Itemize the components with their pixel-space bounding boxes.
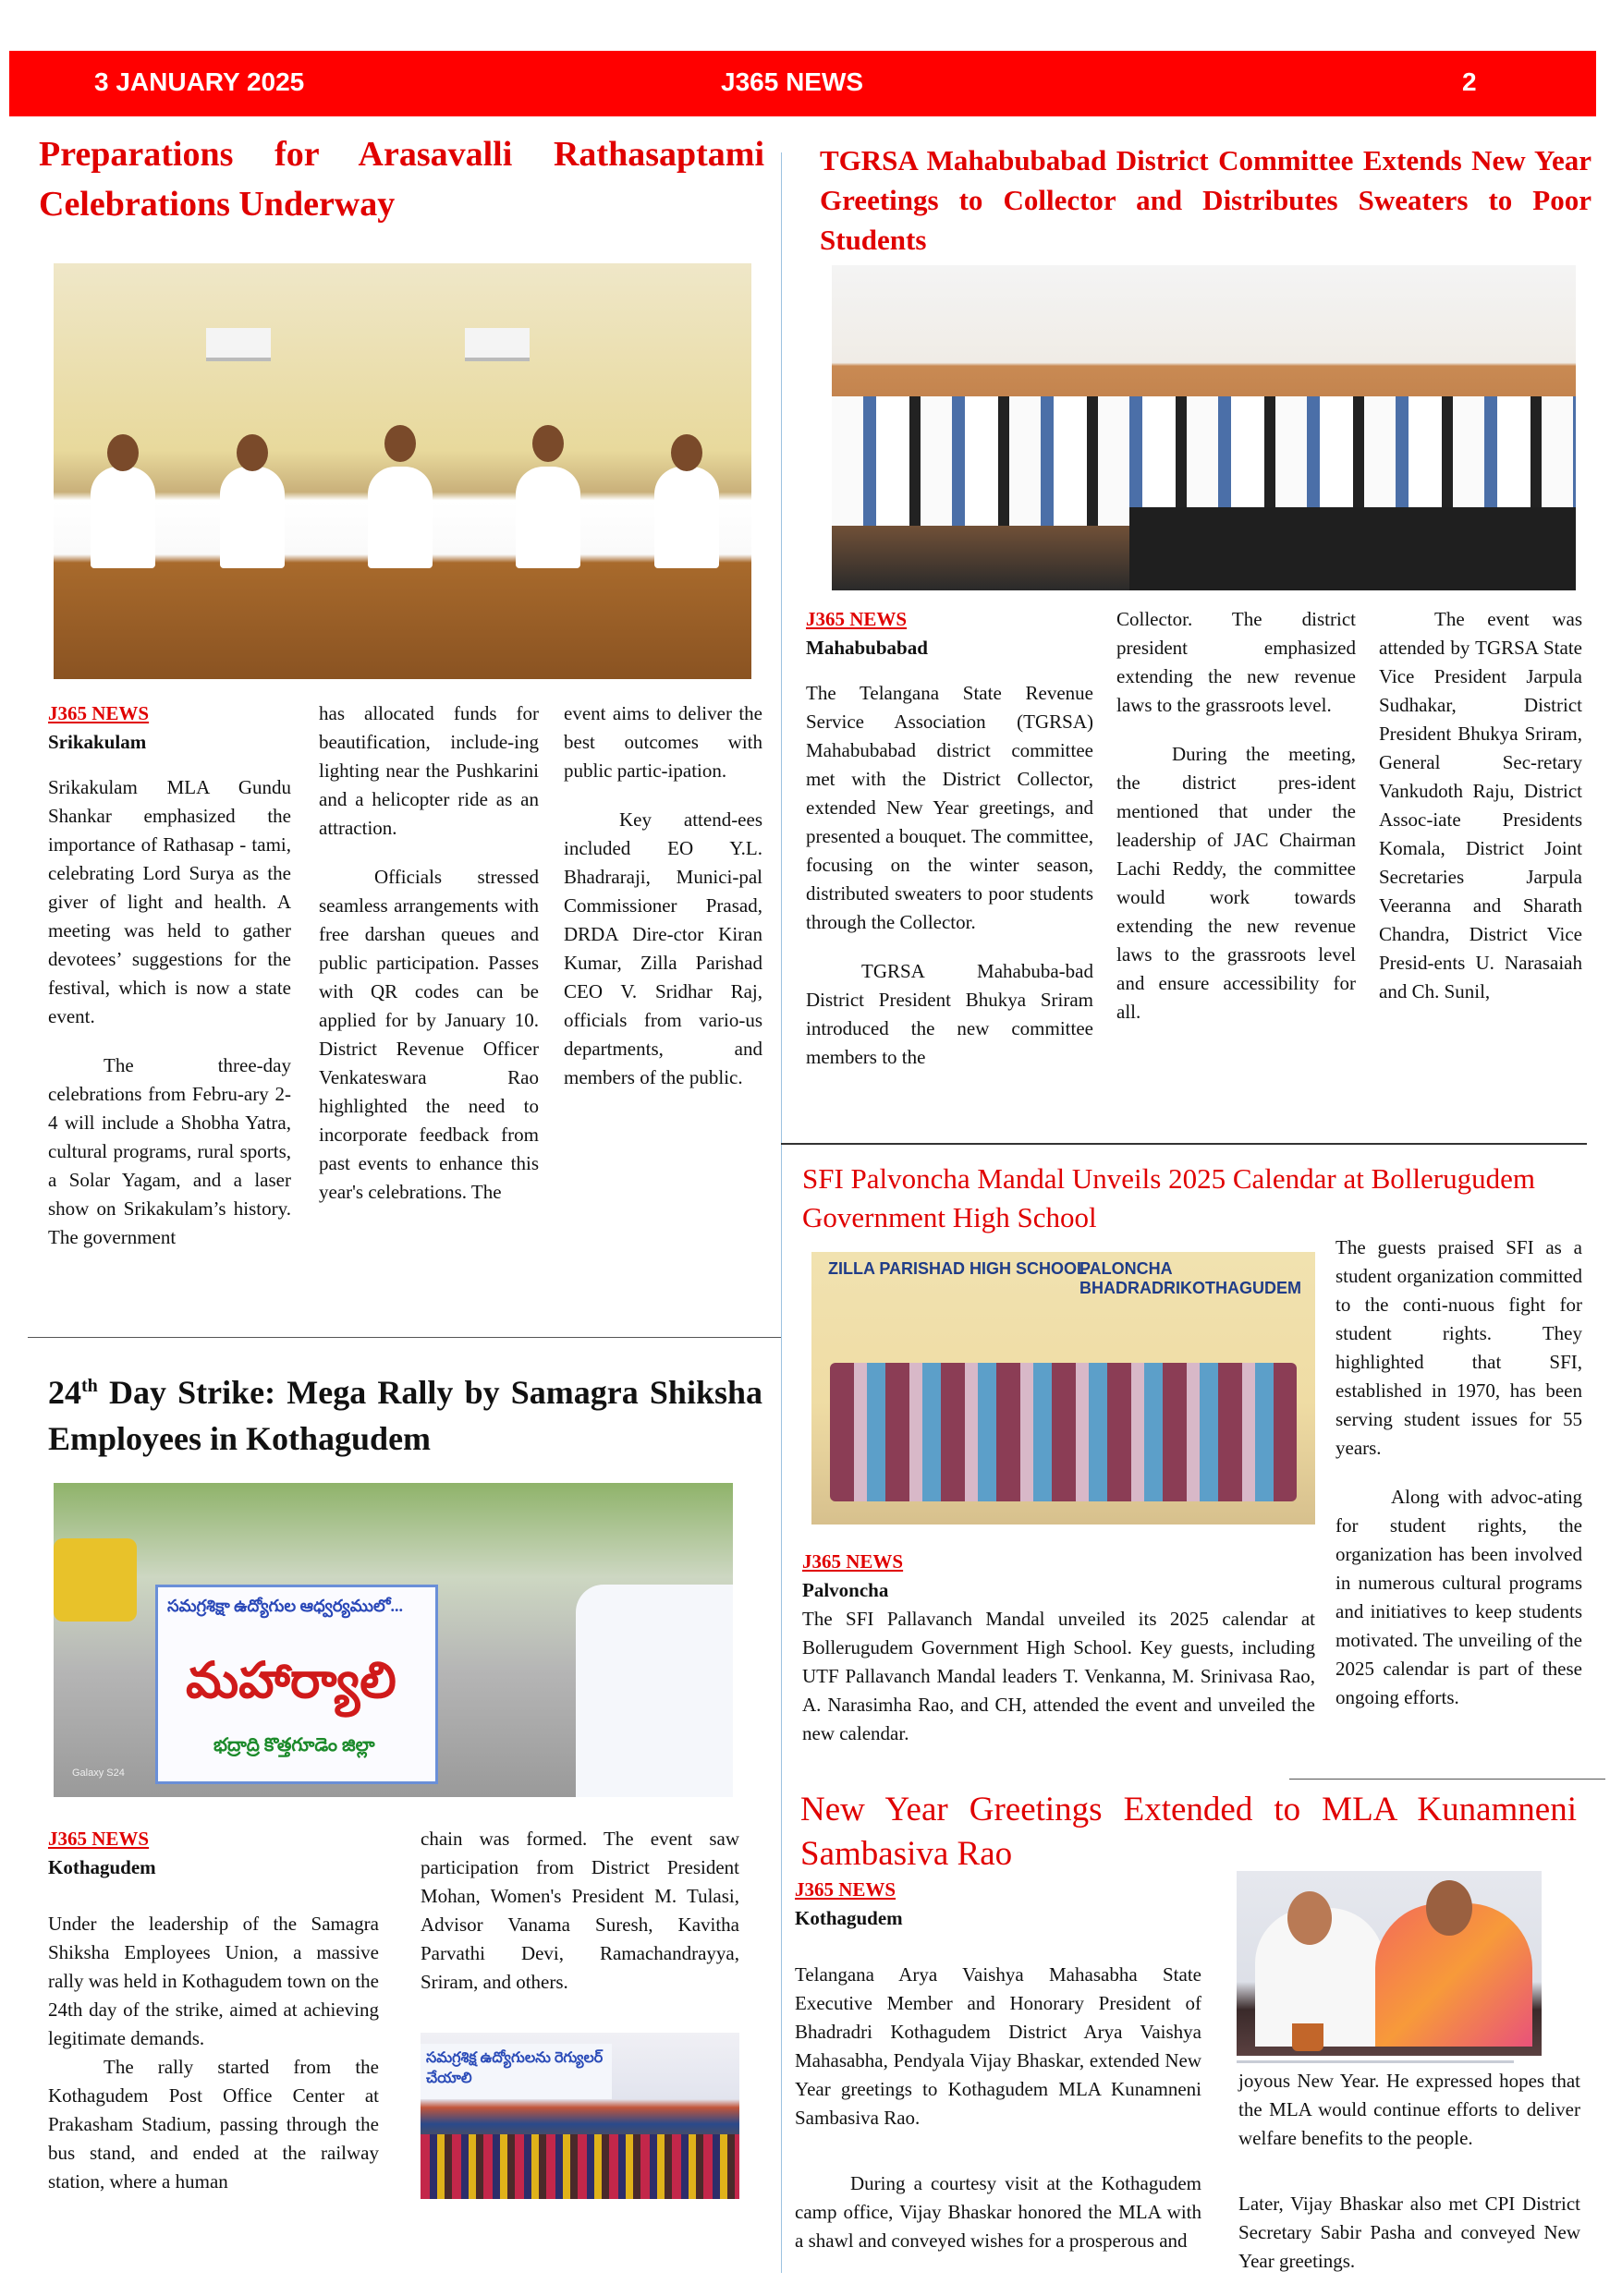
photo-shawl-honor	[1237, 1871, 1542, 2056]
paragraph: The rally started from the Kothagudem Post Office Center at Prakasham Stadium, passing through the bus stand, and ended at the railway station, where a human	[48, 2056, 379, 2193]
byline-tag: J365 NEWS	[806, 608, 908, 630]
article-column	[319, 699, 539, 1227]
paragraph: Telangana Arya Vaishya Mahasabha State Executive Member and Honorary President of Bhadradri Kothagudem District Arya Vaishya Mahasabha, Pendyala Vijay Bhaskar, extended New Year greetings to Kothagudem MLA Kunamneni Sambasiva Rao.	[795, 1963, 1201, 2129]
paragraph: Srikakulam MLA Gundu Shankar emphasized the importance of Rathasap - tami, celebrating Lord Surya as the giver of light and health. A meeting was held to gather devotees’ suggestions for the festival, which is now a state event.	[48, 776, 291, 1027]
article-column	[421, 1825, 739, 2017]
photo-meeting	[54, 263, 751, 679]
byline-tag: J365 NEWS	[48, 702, 150, 724]
paragraph: Later, Vijay Bhaskar also met CPI District Secretary Sabir Pasha and conveyed New Year greetings.	[1238, 2193, 1580, 2272]
tent-banner: సమగ్రశిక్ష ఉద్యోగులను రెగ్యులర్ చేయాలి	[421, 2044, 612, 2099]
photo-sign: PALONCHA BHADRADRIKOTHAGUDEM	[1079, 1259, 1301, 1297]
photo-sign: ZILLA PARISHAD HIGH SCHOOL	[828, 1259, 1087, 1278]
photo-school-group	[811, 1252, 1315, 1525]
headline-mla: New Year Greetings Extended to MLA Kunamneni Sambasiva Rao	[800, 1791, 1577, 1873]
police-car	[576, 1585, 733, 1797]
banner-line: సమగ్రశిక్షా ఉద్యోగుల ఆధ్వర్యములో...	[167, 1597, 404, 1615]
paragraph: TGRSA Mahabuba-bad District President Bhukya Sriram introduced the new committee members to the	[806, 960, 1093, 1068]
dateline-place: Srikakulam	[48, 731, 147, 753]
paragraph: joyous New Year. He expressed hopes that the MLA would continue efforts to deliver welfare benefits to the people.	[1238, 2070, 1580, 2149]
dateline-place: Kothagudem	[795, 1907, 903, 1929]
headline-ordinal: th	[81, 1376, 98, 1396]
column-divider	[781, 152, 782, 2273]
headline-rathasaptami: Preparations for Arasavalli Rathasaptami Celebrations Underway	[39, 135, 764, 224]
paragraph: During a courtesy visit at the Kothagudem camp office, Vijay Bhaskar honored the MLA with a shawl and conveyed wishes for a prosperous and	[795, 2172, 1201, 2252]
photo-underline	[1237, 2060, 1514, 2063]
paragraph: event aims to deliver the best outcomes with public partic-ipation.	[564, 702, 762, 782]
headline-strike	[48, 1363, 762, 1462]
paragraph: Key attend-ees included EO Y.L. Bhadraraji, Munici-pal Commissioner Prasad, DRDA Dire-ctor Kiran Kumar, Zilla Parishad CEO V. Sridhar Raj, officials from vario-us departments, and members of the public.	[564, 808, 762, 1088]
article-column	[1335, 1233, 1582, 1732]
rally-banner	[155, 1585, 438, 1784]
ac-unit	[465, 328, 530, 361]
issue-date: 3 JANUARY 2025	[94, 67, 305, 96]
paragraph: The event was attended by TGRSA State Vice President Jarpula Sudhakar, District President Bhukya Sriram, General Sec-retary Vankudoth Raju, District Assoc-iate Presidents Komala, District Joint Secretaries Jarpula Veeranna and Sharath Chandra, District Vice Presid-ents U. Narasaiah and Ch. Sunil,	[1379, 608, 1582, 1002]
paragraph: The Telangana State Revenue Service Association (TGRSA) Mahabubabad district committee met with the District Collector, extended New Year greetings, and presented a bouquet. The committee, focusing on the winter season, distributed sweaters to poor students through the Collector.	[806, 682, 1093, 933]
dateline-place: Palvoncha	[802, 1579, 889, 1601]
auto-rickshaw	[54, 1538, 137, 1622]
article-column	[564, 699, 762, 1112]
byline-tag: J365 NEWS	[795, 1878, 896, 1901]
article-column	[802, 1548, 1315, 1768]
article-column	[48, 699, 291, 1272]
photo-protest-tent	[421, 2033, 739, 2199]
paragraph: The guests praised SFI as a student organization committed to the conti-nuous fight for student rights. They highlighted that SFI, established in 1970, has been serving student issues for 55 years.	[1335, 1236, 1582, 1459]
paragraph: has allocated funds for beautification, include-ing lighting near the Pushkarini and a helicopter ride as an attraction.	[319, 702, 539, 839]
paragraph: chain was formed. The event saw participation from District President Mohan, Women's President M. Tulasi, Advisor Vanama Suresh, Kavitha Parvathi Devi, Ramachandrayya, Sriram, and others.	[421, 1828, 739, 1993]
article-column	[1379, 605, 1582, 1027]
article-column	[806, 605, 1093, 1092]
paragraph: The three-day celebrations from Febru-ary 2-4 will include a Shobha Yatra, cultural programs, rural sports, a Solar Yagam, and a laser show on Srikakulam’s history. The government	[48, 1054, 291, 1248]
headline-sfi: SFI Palvoncha Mandal Unveils 2025 Calendar at Bollerugudem Government High School	[802, 1162, 1535, 1233]
photo-watermark: Galaxy S24	[72, 1768, 125, 1779]
publication-title: J365 NEWS	[721, 67, 864, 96]
paragraph: Collector. The district president emphasized extending the new revenue laws to the grassroots level.	[1116, 608, 1356, 716]
article-column	[795, 1876, 1201, 2276]
photo-rally	[54, 1483, 733, 1797]
paragraph: Along with advoc-ating for student rights, the organization has been involved in numerous cultural programs and initiatives to keep students motivated. The unveiling of the 2025 calendar is part of these ongoing efforts.	[1335, 1486, 1582, 1708]
section-rule	[781, 1143, 1587, 1145]
headline-text: Day Strike: Mega Rally by Samagra Shiksha Employees in Kothagudem	[48, 1374, 763, 1457]
masthead-bar	[9, 51, 1596, 116]
section-rule	[28, 1337, 781, 1338]
section-rule	[1289, 1779, 1605, 1780]
ac-unit	[206, 328, 271, 361]
paragraph: Under the leadership of the Samagra Shiksha Employees Union, a massive rally was held in Kothagudem town on the 24th day of the strike, aimed at achieving legitimate demands.	[48, 1913, 379, 2049]
article-column	[48, 1825, 379, 2217]
dateline-place: Kothagudem	[48, 1856, 156, 1878]
paragraph: Officials stressed seamless arrangements with free darshan queues and public participation. Passes with QR codes can be applied for by January 10. District Revenue Officer Venkateswara Rao highlighted the need to incorporate feedback from past events to enhance this year's celebrations. The	[319, 866, 539, 1203]
headline-tgrsa: TGRSA Mahabubabad District Committee Extends New Year Greetings to Collector and Distributes Sweaters to Poor Students	[820, 144, 1592, 256]
headline-number: 24	[48, 1374, 81, 1411]
byline-tag: J365 NEWS	[48, 1828, 150, 1850]
paragraph: The SFI Pallavanch Mandal unveiled its 2025 calendar at Bollerugudem Government High School. Key guests, including UTF Pallavanch Mandal leaders T. Venkanna, M. Srinivasa Rao, A. Narasimha Rao, and CH, attended the event and unveiled the new calendar.	[802, 1608, 1315, 1744]
banner-line: భద్రాద్రి కొత్తగూడెం జిల్లా	[213, 1735, 375, 1755]
article-column	[1116, 605, 1356, 1047]
article-column	[1238, 2067, 1580, 2296]
photo-office-group	[832, 265, 1576, 590]
banner-line: మహార్యాలి	[186, 1653, 396, 1708]
dateline-place: Mahabubabad	[806, 637, 928, 659]
page-number: 2	[1462, 67, 1477, 96]
paragraph: During the meeting, the district pres-ident mentioned that under the leadership of JAC Chairman Lachi Reddy, the committee would work towards extending the new revenue laws to the grassroots level and ensure accessibility for all.	[1116, 743, 1356, 1023]
byline-tag: J365 NEWS	[802, 1550, 904, 1573]
